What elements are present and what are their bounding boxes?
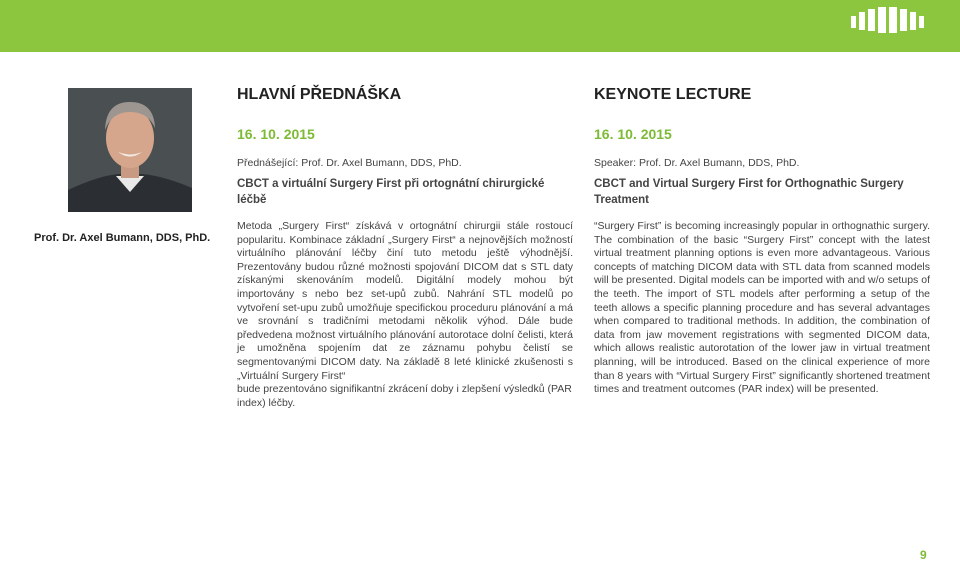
abstract-end: bude prezentováno signifikantní zkrácení doby i zlepšení výsledků (PAR index) léčby. (237, 383, 572, 409)
lecture-title: CBCT and Virtual Surgery First for Orthognathic Surgery Treatment (594, 178, 904, 206)
section-title: HLAVNÍ PŘEDNÁŠKA (237, 86, 402, 103)
speaker-photo (68, 88, 192, 212)
abstract: Metoda „Surgery First“ získává v ortognátní chirurgii stále rostoucí popularitu. Kombinace základní „Surgery First“ a nejnovějších možností virtuálního plánování léčby činí tuto metodu ještě výhodnější. Prezentovány budou různé možnosti spojování DICOM dat s STL daty získanými skenováním modelů. Digitální modely mohou být importovány s nebo bez set-upů zubů. Nahrání STL modelů po vytvoření set-upu zubů umožňuje specifickou proceduru plánování a má ve srovnání s tradičními metodami několik výhod. Dále bude předvedena možnost virtuálního plánování autorotace dolní čelisti, která je umožněna spojením dat ze záznamu pohybu čelistí se segmentovanými DICOM daty. Na základě 8 leté klinické zkušenosti s „Virtuální Surgery First“ (237, 220, 573, 382)
czech-column (237, 86, 573, 410)
abstract: “Surgery First” is becoming increasingly popular in orthognathic surgery. The combination of the basic “Surgery First” concept with the latest virtual treatment planning options is even more advantageous. Various concepts of matching DICOM data with STL data from scanned models will be presented. Digital models can be imported with and w/o setups of the teeth. The import of STL models after performing a setup of the teeth allows a specific planning procedure and has several advantages when compared to traditional methods. In addition, the combination of data from jaw movement registrations with segmented DICOM data, which allows realistic autorotation of the lower jaw in virtual treatment planning, will be introduced. Based on the clinical experience of more than 8 years with “Virtual Surgery First” significantly shortened treatment times and treatment outcomes (PAR index) will be presented. (594, 220, 930, 396)
english-column (594, 86, 930, 397)
speaker-line: Speaker: Prof. Dr. Axel Bumann, DDS, PhD. (594, 157, 800, 169)
logo-icon (851, 6, 935, 34)
section-title: KEYNOTE LECTURE (594, 86, 752, 103)
header-bar (0, 0, 960, 52)
lecture-title: CBCT a virtuální Surgery First při ortognátní chirurgické léčbě (237, 178, 545, 206)
speaker-name: Prof. Dr. Axel Bumann, DDS, PhD. (34, 232, 211, 244)
page-number: 9 (920, 548, 927, 562)
speaker-line: Přednášející: Prof. Dr. Axel Bumann, DDS, PhD. (237, 157, 462, 169)
lecture-date: 16. 10. 2015 (594, 126, 672, 142)
lecture-date: 16. 10. 2015 (237, 126, 315, 142)
